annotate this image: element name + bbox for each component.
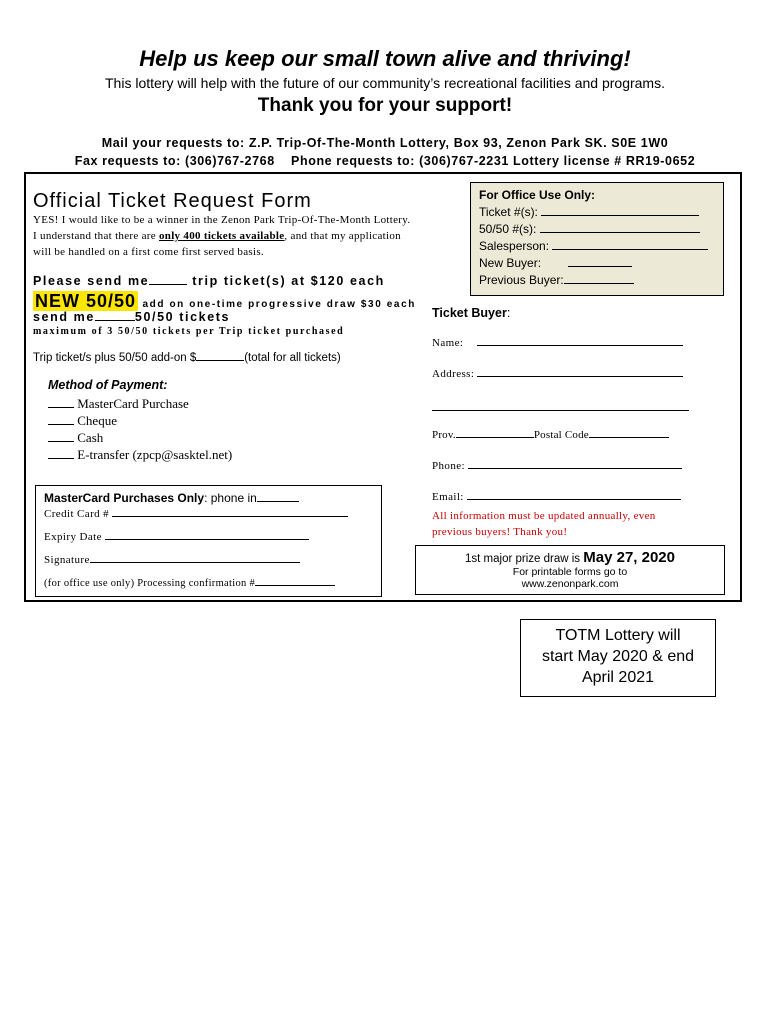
processing-field[interactable]: [255, 585, 335, 586]
intro-line-2: [33, 228, 473, 244]
payment-option-label: E-transfer (zpcp@sasktel.net): [77, 447, 233, 462]
max-tickets-note: maximum of 3 50/50 tickets per Trip ticket purchased: [33, 326, 345, 337]
intro-line-1: YES! I would like to be a winner in the Zenon Park Trip-Of-The-Month Lottery.: [33, 214, 411, 226]
page-subtitle: This lottery will help with the future of our community’s recreational facilities and programs.: [105, 75, 665, 91]
buyer-address-field[interactable]: [477, 376, 683, 377]
total-label: Trip ticket/s plus 50/50 add-on $: [33, 352, 197, 364]
office-new-buyer-field[interactable]: [568, 266, 632, 267]
office-salesperson-field[interactable]: [552, 249, 708, 250]
buyer-prov-row: [432, 429, 669, 441]
buyer-phone-field[interactable]: [468, 468, 682, 469]
buyer-address-label: Address:: [432, 368, 475, 380]
signature-label: Signature: [44, 554, 90, 566]
5050-quantity-field[interactable]: [95, 320, 135, 321]
totm-line-3: April 2021: [581, 669, 655, 686]
draw-date: May 27, 2020: [583, 549, 675, 566]
addon-text: add on one-time progressive draw $30 each: [142, 299, 416, 310]
office-previous-buyer-field[interactable]: [564, 283, 634, 284]
update-info-note: [432, 508, 656, 540]
payment-option-cheque[interactable]: [48, 412, 232, 429]
buyer-phone-row: [432, 460, 682, 472]
intro-line-3: will be handled on a first come first served basis.: [33, 246, 264, 258]
trip-price-label: trip ticket(s) at $120 each: [192, 274, 385, 288]
payment-option-etransfer[interactable]: [48, 446, 232, 463]
total-amount-field[interactable]: [196, 360, 244, 361]
credit-card-line: [44, 508, 348, 520]
website-link[interactable]: www.zenonpark.com: [521, 578, 619, 590]
office-use-title: For Office Use Only:: [479, 188, 596, 202]
form-intro: [33, 212, 473, 260]
buyer-prov-label: Prov.: [432, 429, 456, 441]
page-title: Help us keep our small town alive and thriving!: [139, 46, 631, 71]
buyer-name-field[interactable]: [477, 345, 683, 346]
new-5050-line: [33, 291, 416, 312]
mastercard-phone-label: : phone in: [204, 491, 257, 505]
form-title: Official Ticket Request Form: [33, 190, 312, 212]
office-new-buyer-row: [479, 255, 715, 272]
office-ticket-row: [479, 204, 715, 221]
expiry-label: Expiry Date: [44, 531, 102, 543]
phone-in-field[interactable]: [257, 501, 299, 502]
office-salesperson-row: [479, 238, 715, 255]
send-trip-label: Please send me: [33, 274, 150, 288]
draw-date-line: [416, 549, 724, 566]
buyer-postal-label: Postal Code: [533, 429, 589, 441]
office-previous-buyer-label: Previous Buyer:: [479, 273, 564, 287]
tickets-available-highlight: only 400 tickets available: [158, 230, 285, 242]
5050-tickets-label: 50/50 tickets: [134, 310, 231, 324]
checkbox-line[interactable]: [48, 441, 74, 442]
send-5050-line: [33, 310, 230, 324]
buyer-address-row: [432, 368, 683, 380]
office-5050-row: [479, 221, 715, 238]
buyer-address-field-2[interactable]: [432, 398, 689, 411]
office-salesperson-label: Salesperson:: [479, 239, 550, 253]
mastercard-title-line: [44, 491, 299, 505]
buyer-email-label: Email:: [432, 491, 464, 503]
office-use-box: [470, 182, 724, 296]
mastercard-title: MasterCard Purchases Only: [44, 491, 205, 505]
fax-phone-line: Fax requests to: (306)767-2768 Phone requests to: (306)767-2231 Lottery license # RR19-0652: [74, 154, 696, 168]
buyer-name-label: Name:: [432, 337, 464, 349]
draw-date-label: 1st major prize draw is: [465, 553, 581, 565]
processing-line: [44, 578, 335, 589]
payment-option-cash[interactable]: [48, 429, 232, 446]
buyer-email-field[interactable]: [467, 499, 681, 500]
printable-forms-text: For printable forms go to: [512, 566, 628, 578]
thanks-heading: Thank you for your support!: [257, 95, 513, 116]
office-previous-buyer-row: [479, 272, 715, 289]
payment-option-label: Cash: [77, 430, 104, 445]
draw-info-box: [415, 545, 725, 595]
signature-field[interactable]: [90, 562, 300, 563]
new-5050-badge: NEW 50/50: [35, 291, 137, 311]
office-ticket-field[interactable]: [541, 215, 699, 216]
total-line: [33, 352, 341, 364]
buyer-prov-field[interactable]: [456, 437, 534, 438]
send-5050-label: send me: [33, 310, 95, 324]
expiry-field[interactable]: [105, 539, 309, 540]
buyer-email-row: [432, 491, 681, 503]
signature-line: [44, 554, 300, 566]
office-5050-field[interactable]: [540, 232, 700, 233]
trip-quantity-field[interactable]: [149, 284, 187, 285]
office-new-buyer-label: New Buyer:: [479, 256, 542, 270]
office-5050-label: 50/50 #(s):: [479, 222, 537, 236]
payment-option-mastercard[interactable]: [48, 395, 232, 412]
processing-label: (for office use only) Processing confirmation #: [44, 578, 256, 589]
expiry-line: [44, 531, 309, 543]
office-ticket-label: Ticket #(s):: [479, 205, 538, 219]
send-trip-line: [33, 274, 385, 288]
checkbox-line[interactable]: [48, 407, 74, 408]
payment-title: Method of Payment:: [48, 378, 168, 392]
checkbox-line[interactable]: [48, 424, 74, 425]
update-note-line-1: All information must be updated annually, even: [432, 510, 656, 522]
mail-line: Mail your requests to: Z.P. Trip-Of-The-Month Lottery, Box 93, Zenon Park SK. S0E 1W0: [101, 136, 669, 150]
update-note-line-2: previous buyers! Thank you!: [432, 526, 568, 538]
intro-text-a: I understand that there are: [33, 230, 159, 242]
checkbox-line[interactable]: [48, 458, 74, 459]
buyer-phone-label: Phone:: [432, 460, 465, 472]
totm-dates-box: [520, 619, 716, 697]
ticket-buyer-title: Ticket Buyer: [432, 306, 507, 320]
totm-line-1: TOTM Lottery will: [555, 627, 681, 644]
totm-line-2: start May 2020 & end: [541, 648, 695, 665]
payment-option-label: MasterCard Purchase: [77, 396, 189, 411]
intro-text-c: , and that my application: [284, 230, 401, 242]
buyer-name-row: [432, 337, 683, 349]
payment-options: [48, 395, 232, 463]
ticket-buyer-heading: Ticket Buyer:: [432, 306, 511, 320]
total-note: (total for all tickets): [244, 352, 341, 364]
credit-card-field[interactable]: [112, 516, 348, 517]
buyer-postal-field[interactable]: [589, 437, 669, 438]
payment-option-label: Cheque: [77, 413, 117, 428]
credit-card-label: Credit Card #: [44, 508, 110, 520]
